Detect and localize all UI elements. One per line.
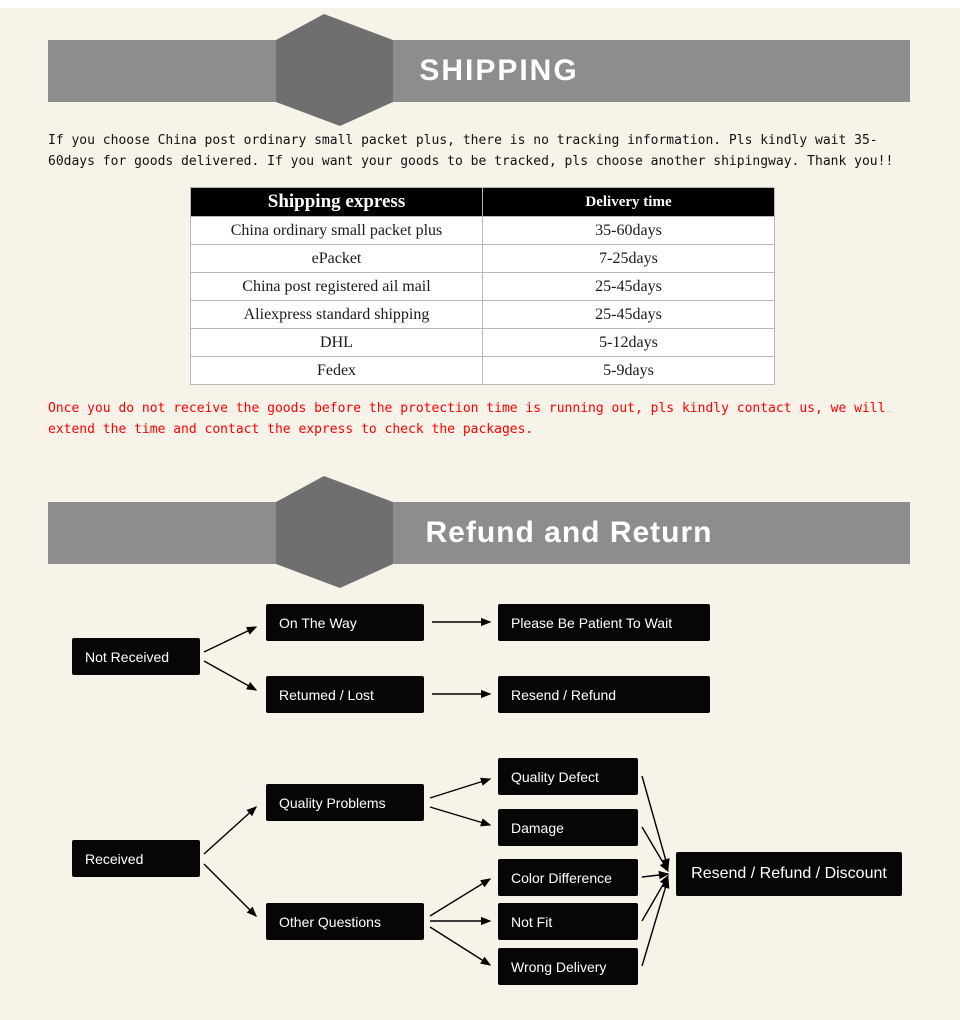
refund-banner-title: Refund and Return (425, 516, 713, 549)
table-cell-express: ePacket (191, 245, 483, 273)
shipping-banner-title: SHIPPING (419, 54, 579, 87)
table-cell-express: Aliexpress standard shipping (191, 301, 483, 329)
node-returned-lost: Retumed / Lost (266, 676, 424, 713)
node-other-questions: Other Questions (266, 903, 424, 940)
table-row (191, 273, 775, 301)
shipping-table (190, 187, 775, 385)
top-margin-strip (0, 0, 960, 8)
node-color-difference: Color Difference (498, 859, 638, 896)
table-cell-express: DHL (191, 329, 483, 357)
shipping-banner (48, 8, 910, 128)
node-on-the-way: On The Way (266, 604, 424, 641)
node-resolution: Resend / Refund / Discount (676, 852, 902, 896)
table-row (191, 301, 775, 329)
table-header-delivery-time: Delivery time (483, 188, 775, 217)
table-cell-time: 5-12days (483, 329, 775, 357)
table-row (191, 245, 775, 273)
node-wrong-delivery: Wrong Delivery (498, 948, 638, 985)
table-row (191, 329, 775, 357)
table-cell-express: China ordinary small packet plus (191, 217, 483, 245)
table-cell-time: 5-9days (483, 357, 775, 385)
shipping-intro-text: If you choose China post ordinary small packet plus, there is no tracking information. Pls kindly wait 35-60days for goods delivered. If you want your goods to be tracked, pls choose another shipingway. Thank you!! (48, 133, 894, 169)
refund-banner (48, 470, 910, 590)
node-quality-problems: Quality Problems (266, 784, 424, 821)
node-resend-refund: Resend / Refund (498, 676, 710, 713)
node-not-received: Not Received (72, 638, 200, 675)
table-row (191, 217, 775, 245)
node-quality-defect: Quality Defect (498, 758, 638, 795)
node-received: Received (72, 840, 200, 877)
node-not-fit: Not Fit (498, 903, 638, 940)
table-header-shipping-express: Shipping express (191, 188, 483, 217)
refund-flowchart (0, 580, 960, 1020)
table-row (191, 357, 775, 385)
node-please-wait: Please Be Patient To Wait (498, 604, 710, 641)
table-cell-time: 35-60days (483, 217, 775, 245)
node-damage: Damage (498, 809, 638, 846)
table-header-row (191, 188, 775, 217)
table-cell-time: 25-45days (483, 273, 775, 301)
protection-warning-text: Once you do not receive the goods before the protection time is running out, pls kindly contact us, we will extend the time and contact the express to check the packages. (48, 401, 886, 437)
table-cell-express: China post registered ail mail (191, 273, 483, 301)
table-cell-time: 25-45days (483, 301, 775, 329)
table-cell-time: 7-25days (483, 245, 775, 273)
table-cell-express: Fedex (191, 357, 483, 385)
